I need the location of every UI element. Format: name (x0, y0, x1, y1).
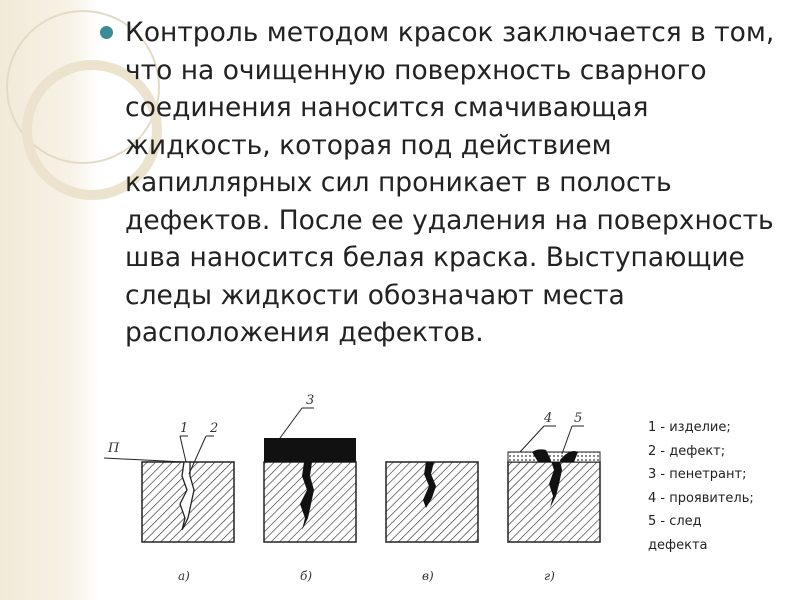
callout-surface: П (108, 441, 120, 456)
panel-a (104, 421, 234, 583)
legend-item: 3 - пенетрант; (648, 467, 747, 482)
callout-1: 1 (180, 421, 189, 436)
panel-d (508, 411, 600, 583)
panel-c (386, 462, 478, 583)
penetrant-layer (264, 438, 356, 462)
bullet-dot-icon (100, 26, 113, 39)
leader-line-5 (562, 426, 572, 454)
callout-4: 4 (544, 411, 553, 426)
legend-item: 4 - проявитель; (648, 490, 754, 506)
panel-label-d: г) (544, 569, 555, 583)
legend-item: 5 - след (648, 514, 702, 529)
legend-item: 1 - изделие; (648, 420, 731, 435)
leader-line-3 (280, 408, 302, 438)
diagram-legend (648, 416, 798, 557)
penetrant-testing-diagram (100, 390, 640, 595)
legend-item: 2 - дефект; (648, 443, 726, 459)
panel-label-c: в) (422, 569, 434, 583)
callout-2: 2 (210, 421, 219, 436)
leader-line-4 (520, 426, 544, 452)
leader-line-1 (180, 436, 186, 462)
panel-b (264, 393, 356, 583)
slide-body-text: Контроль методом красок заключается в том, что на очищенную поверхность сварного соединения наносится смачивающая жидкость, которая под действием капиллярных сил проникает в полость дефектов. После ее удаления на поверхность шва наносится белая краска. Выступающие следы жидкости обозначают места расположения дефектов. (125, 17, 775, 348)
panel-label-a: а) (178, 569, 190, 583)
legend-item: дефекта (648, 537, 708, 553)
callout-3: 3 (306, 393, 315, 408)
developer-layer (508, 452, 600, 462)
panel-label-b: б) (300, 569, 313, 583)
callout-5: 5 (574, 411, 583, 426)
workpiece-block (386, 462, 478, 542)
